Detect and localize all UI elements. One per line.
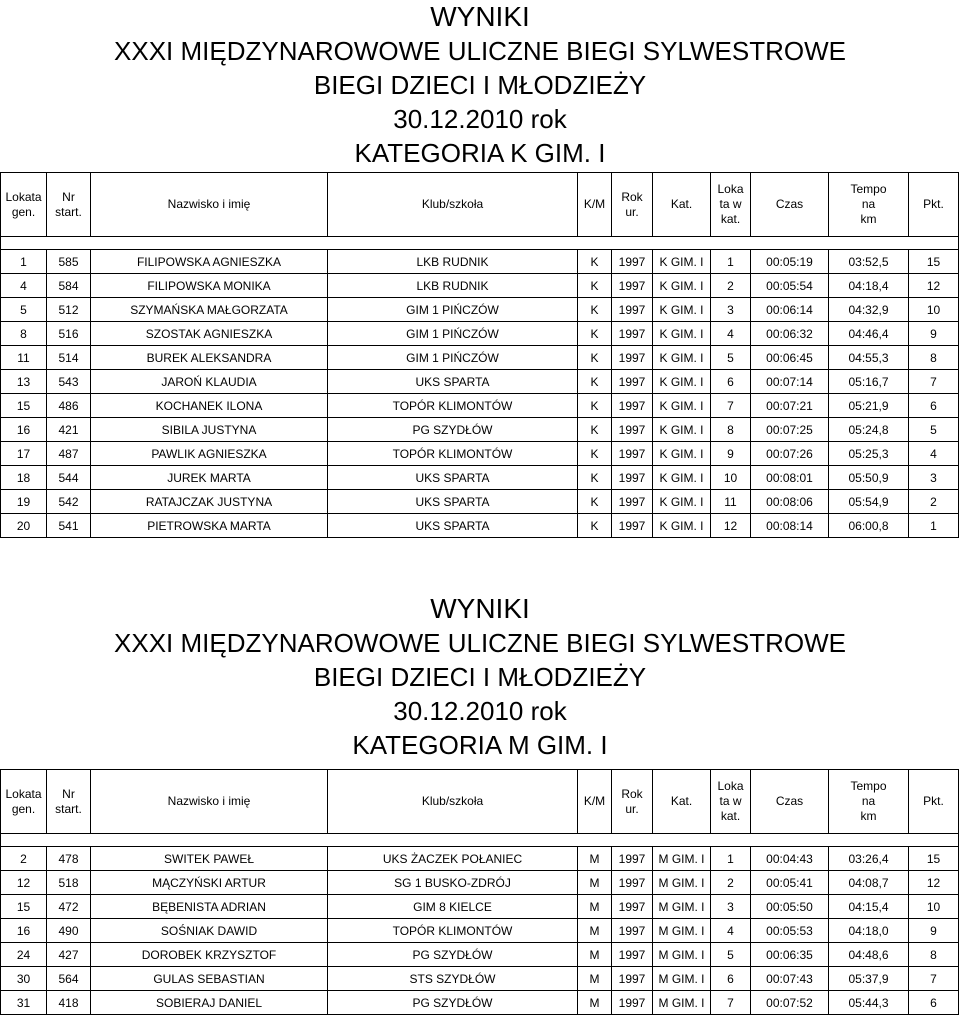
cell-kat: K GIM. I bbox=[653, 514, 711, 538]
cell-klub: UKS ŻACZEK POŁANIEC bbox=[328, 847, 578, 871]
cell-kat: K GIM. I bbox=[653, 394, 711, 418]
header-lokata-gen: Lokata gen. bbox=[1, 770, 47, 834]
cell-klub: TOPÓR KLIMONTÓW bbox=[328, 919, 578, 943]
cell-tempo: 04:15,4 bbox=[829, 895, 909, 919]
table-row bbox=[1, 943, 959, 967]
cell-tempo: 05:16,7 bbox=[829, 370, 909, 394]
header-tempo: Tempo na km bbox=[829, 770, 909, 834]
cell-tempo: 04:08,7 bbox=[829, 871, 909, 895]
cell-czas: 00:08:14 bbox=[751, 514, 829, 538]
spacer-row bbox=[1, 834, 959, 847]
cell-tempo: 04:32,9 bbox=[829, 298, 909, 322]
table-row bbox=[1, 418, 959, 442]
cell-nr-start: 585 bbox=[47, 250, 91, 274]
cell-pkt: 10 bbox=[909, 895, 959, 919]
cell-czas: 00:06:32 bbox=[751, 322, 829, 346]
cell-km: K bbox=[578, 322, 612, 346]
cell-pkt: 8 bbox=[909, 943, 959, 967]
table-row bbox=[1, 967, 959, 991]
cell-km: M bbox=[578, 967, 612, 991]
cell-nr-start: 427 bbox=[47, 943, 91, 967]
cell-nazwisko: PAWLIK AGNIESZKA bbox=[91, 442, 328, 466]
cell-rok: 1997 bbox=[612, 466, 653, 490]
cell-lokata-kat: 3 bbox=[711, 298, 751, 322]
cell-nazwisko: PIETROWSKA MARTA bbox=[91, 514, 328, 538]
cell-czas: 00:07:43 bbox=[751, 967, 829, 991]
heading-line: KATEGORIA K GIM. I bbox=[354, 138, 606, 168]
cell-lokata-kat: 5 bbox=[711, 346, 751, 370]
cell-pkt: 1 bbox=[909, 514, 959, 538]
cell-czas: 00:06:14 bbox=[751, 298, 829, 322]
cell-km: M bbox=[578, 847, 612, 871]
cell-kat: K GIM. I bbox=[653, 346, 711, 370]
header-lokata-kat: Loka ta w kat. bbox=[711, 770, 751, 834]
cell-km: K bbox=[578, 274, 612, 298]
cell-rok: 1997 bbox=[612, 514, 653, 538]
cell-lokata-gen: 19 bbox=[1, 490, 47, 514]
cell-klub: TOPÓR KLIMONTÓW bbox=[328, 394, 578, 418]
spacer-cell bbox=[1, 834, 959, 847]
cell-klub: TOPÓR KLIMONTÓW bbox=[328, 442, 578, 466]
header-nazwisko: Nazwisko i imię bbox=[91, 173, 328, 237]
cell-nazwisko: MĄCZYŃSKI ARTUR bbox=[91, 871, 328, 895]
cell-nr-start: 542 bbox=[47, 490, 91, 514]
cell-km: K bbox=[578, 370, 612, 394]
header-czas: Czas bbox=[751, 770, 829, 834]
cell-km: K bbox=[578, 466, 612, 490]
cell-tempo: 05:24,8 bbox=[829, 418, 909, 442]
cell-lokata-gen: 16 bbox=[1, 919, 47, 943]
cell-lokata-gen: 30 bbox=[1, 967, 47, 991]
cell-nr-start: 487 bbox=[47, 442, 91, 466]
cell-rok: 1997 bbox=[612, 442, 653, 466]
table-row bbox=[1, 274, 959, 298]
cell-kat: K GIM. I bbox=[653, 298, 711, 322]
cell-rok: 1997 bbox=[612, 991, 653, 1015]
table-row bbox=[1, 490, 959, 514]
cell-tempo: 05:21,9 bbox=[829, 394, 909, 418]
cell-lokata-gen: 12 bbox=[1, 871, 47, 895]
cell-nr-start: 490 bbox=[47, 919, 91, 943]
cell-tempo: 05:37,9 bbox=[829, 967, 909, 991]
cell-kat: K GIM. I bbox=[653, 442, 711, 466]
cell-km: K bbox=[578, 250, 612, 274]
cell-kat: K GIM. I bbox=[653, 466, 711, 490]
cell-kat: M GIM. I bbox=[653, 847, 711, 871]
cell-kat: K GIM. I bbox=[653, 418, 711, 442]
cell-rok: 1997 bbox=[612, 394, 653, 418]
cell-tempo: 03:52,5 bbox=[829, 250, 909, 274]
header-pkt: Pkt. bbox=[909, 770, 959, 834]
cell-kat: K GIM. I bbox=[653, 490, 711, 514]
cell-pkt: 12 bbox=[909, 274, 959, 298]
cell-lokata-gen: 24 bbox=[1, 943, 47, 967]
cell-km: M bbox=[578, 895, 612, 919]
heading-line: XXXI MIĘDZYNAROWOWE ULICZNE BIEGI SYLWESTROWE bbox=[114, 36, 846, 66]
cell-kat: M GIM. I bbox=[653, 919, 711, 943]
cell-nazwisko: SOBIERAJ DANIEL bbox=[91, 991, 328, 1015]
cell-czas: 00:06:35 bbox=[751, 943, 829, 967]
cell-nazwisko: FILIPOWSKA MONIKA bbox=[91, 274, 328, 298]
cell-czas: 00:06:45 bbox=[751, 346, 829, 370]
table-row bbox=[1, 847, 959, 871]
cell-rok: 1997 bbox=[612, 298, 653, 322]
table-row bbox=[1, 346, 959, 370]
table-row bbox=[1, 871, 959, 895]
header-kat: Kat. bbox=[653, 173, 711, 237]
cell-rok: 1997 bbox=[612, 943, 653, 967]
cell-km: K bbox=[578, 346, 612, 370]
cell-nazwisko: SZYMAŃSKA MAŁGORZATA bbox=[91, 298, 328, 322]
cell-klub: GIM 1 PIŃCZÓW bbox=[328, 322, 578, 346]
header-lokata-gen: Lokata gen. bbox=[1, 173, 47, 237]
cell-pkt: 12 bbox=[909, 871, 959, 895]
cell-tempo: 04:55,3 bbox=[829, 346, 909, 370]
cell-lokata-gen: 15 bbox=[1, 895, 47, 919]
cell-nr-start: 516 bbox=[47, 322, 91, 346]
cell-rok: 1997 bbox=[612, 346, 653, 370]
cell-czas: 00:04:43 bbox=[751, 847, 829, 871]
cell-lokata-gen: 20 bbox=[1, 514, 47, 538]
cell-lokata-gen: 4 bbox=[1, 274, 47, 298]
cell-rok: 1997 bbox=[612, 967, 653, 991]
table-row bbox=[1, 250, 959, 274]
table-row bbox=[1, 919, 959, 943]
cell-klub: UKS SPARTA bbox=[328, 370, 578, 394]
cell-lokata-kat: 3 bbox=[711, 895, 751, 919]
cell-nr-start: 518 bbox=[47, 871, 91, 895]
cell-tempo: 04:48,6 bbox=[829, 943, 909, 967]
cell-nr-start: 472 bbox=[47, 895, 91, 919]
cell-pkt: 5 bbox=[909, 418, 959, 442]
table-row bbox=[1, 298, 959, 322]
cell-nr-start: 584 bbox=[47, 274, 91, 298]
cell-lokata-kat: 9 bbox=[711, 442, 751, 466]
cell-pkt: 15 bbox=[909, 250, 959, 274]
cell-lokata-kat: 1 bbox=[711, 847, 751, 871]
header-pkt: Pkt. bbox=[909, 173, 959, 237]
cell-pkt: 6 bbox=[909, 394, 959, 418]
cell-nazwisko: GULAS SEBASTIAN bbox=[91, 967, 328, 991]
cell-pkt: 15 bbox=[909, 847, 959, 871]
cell-czas: 00:08:01 bbox=[751, 466, 829, 490]
cell-lokata-gen: 17 bbox=[1, 442, 47, 466]
cell-pkt: 6 bbox=[909, 991, 959, 1015]
cell-lokata-kat: 5 bbox=[711, 943, 751, 967]
cell-czas: 00:07:14 bbox=[751, 370, 829, 394]
cell-rok: 1997 bbox=[612, 250, 653, 274]
cell-kat: M GIM. I bbox=[653, 991, 711, 1015]
cell-czas: 00:07:25 bbox=[751, 418, 829, 442]
cell-nr-start: 421 bbox=[47, 418, 91, 442]
heading-line: 30.12.2010 rok bbox=[393, 696, 567, 726]
cell-klub: SG 1 BUSKO-ZDRÓJ bbox=[328, 871, 578, 895]
heading-line: BIEGI DZIECI I MŁODZIEŻY bbox=[313, 662, 647, 692]
cell-nr-start: 543 bbox=[47, 370, 91, 394]
cell-klub: PG SZYDŁÓW bbox=[328, 991, 578, 1015]
cell-lokata-kat: 7 bbox=[711, 394, 751, 418]
cell-nazwisko: BUREK ALEKSANDRA bbox=[91, 346, 328, 370]
cell-km: K bbox=[578, 490, 612, 514]
cell-nr-start: 514 bbox=[47, 346, 91, 370]
cell-nazwisko: JAROŃ KLAUDIA bbox=[91, 370, 328, 394]
header-nazwisko: Nazwisko i imię bbox=[91, 770, 328, 834]
cell-lokata-kat: 6 bbox=[711, 967, 751, 991]
cell-kat: K GIM. I bbox=[653, 370, 711, 394]
cell-czas: 00:05:41 bbox=[751, 871, 829, 895]
table-row bbox=[1, 514, 959, 538]
cell-pkt: 9 bbox=[909, 322, 959, 346]
header-nr-start: Nr start. bbox=[47, 173, 91, 237]
table-row bbox=[1, 370, 959, 394]
table-row bbox=[1, 394, 959, 418]
cell-rok: 1997 bbox=[612, 919, 653, 943]
cell-nazwisko: KOCHANEK ILONA bbox=[91, 394, 328, 418]
cell-kat: M GIM. I bbox=[653, 943, 711, 967]
cell-lokata-kat: 6 bbox=[711, 370, 751, 394]
cell-km: M bbox=[578, 919, 612, 943]
cell-klub: UKS SPARTA bbox=[328, 514, 578, 538]
cell-klub: UKS SPARTA bbox=[328, 466, 578, 490]
cell-rok: 1997 bbox=[612, 895, 653, 919]
cell-lokata-gen: 2 bbox=[1, 847, 47, 871]
cell-km: K bbox=[578, 394, 612, 418]
cell-km: K bbox=[578, 514, 612, 538]
cell-lokata-kat: 4 bbox=[711, 322, 751, 346]
header-km: K/M bbox=[578, 770, 612, 834]
cell-lokata-gen: 1 bbox=[1, 250, 47, 274]
cell-km: K bbox=[578, 442, 612, 466]
cell-czas: 00:05:50 bbox=[751, 895, 829, 919]
cell-km: M bbox=[578, 991, 612, 1015]
heading-line: WYNIKI bbox=[430, 1, 530, 32]
cell-klub: PG SZYDŁÓW bbox=[328, 943, 578, 967]
cell-klub: UKS SPARTA bbox=[328, 490, 578, 514]
cell-czas: 00:07:52 bbox=[751, 991, 829, 1015]
cell-rok: 1997 bbox=[612, 370, 653, 394]
cell-nr-start: 564 bbox=[47, 967, 91, 991]
cell-nazwisko: RATAJCZAK JUSTYNA bbox=[91, 490, 328, 514]
cell-czas: 00:07:21 bbox=[751, 394, 829, 418]
cell-lokata-gen: 11 bbox=[1, 346, 47, 370]
spacer-cell bbox=[1, 237, 959, 250]
cell-klub: GIM 1 PIŃCZÓW bbox=[328, 346, 578, 370]
cell-nr-start: 544 bbox=[47, 466, 91, 490]
cell-nazwisko: BĘBENISTA ADRIAN bbox=[91, 895, 328, 919]
cell-lokata-gen: 15 bbox=[1, 394, 47, 418]
cell-lokata-kat: 2 bbox=[711, 274, 751, 298]
cell-czas: 00:08:06 bbox=[751, 490, 829, 514]
cell-czas: 00:05:53 bbox=[751, 919, 829, 943]
cell-lokata-kat: 7 bbox=[711, 991, 751, 1015]
cell-pkt: 7 bbox=[909, 370, 959, 394]
cell-pkt: 7 bbox=[909, 967, 959, 991]
cell-klub: LKB RUDNIK bbox=[328, 250, 578, 274]
header-klub: Klub/szkoła bbox=[328, 173, 578, 237]
cell-lokata-kat: 4 bbox=[711, 919, 751, 943]
cell-klub: STS SZYDŁÓW bbox=[328, 967, 578, 991]
cell-lokata-gen: 16 bbox=[1, 418, 47, 442]
cell-tempo: 05:44,3 bbox=[829, 991, 909, 1015]
cell-kat: K GIM. I bbox=[653, 322, 711, 346]
table-header-row bbox=[1, 173, 959, 237]
cell-klub: GIM 1 PIŃCZÓW bbox=[328, 298, 578, 322]
cell-nazwisko: JUREK MARTA bbox=[91, 466, 328, 490]
cell-lokata-gen: 5 bbox=[1, 298, 47, 322]
table-header-row bbox=[1, 770, 959, 834]
cell-kat: K GIM. I bbox=[653, 274, 711, 298]
cell-rok: 1997 bbox=[612, 871, 653, 895]
cell-tempo: 05:25,3 bbox=[829, 442, 909, 466]
cell-km: K bbox=[578, 418, 612, 442]
cell-tempo: 04:18,0 bbox=[829, 919, 909, 943]
cell-tempo: 05:50,9 bbox=[829, 466, 909, 490]
table-row bbox=[1, 322, 959, 346]
cell-nr-start: 486 bbox=[47, 394, 91, 418]
cell-nazwisko: FILIPOWSKA AGNIESZKA bbox=[91, 250, 328, 274]
cell-kat: M GIM. I bbox=[653, 895, 711, 919]
cell-tempo: 04:18,4 bbox=[829, 274, 909, 298]
heading-line: XXXI MIĘDZYNAROWOWE ULICZNE BIEGI SYLWESTROWE bbox=[114, 628, 846, 658]
header-lokata-kat: Loka ta w kat. bbox=[711, 173, 751, 237]
header-nr-start: Nr start. bbox=[47, 770, 91, 834]
cell-lokata-gen: 13 bbox=[1, 370, 47, 394]
cell-klub: PG SZYDŁÓW bbox=[328, 418, 578, 442]
results-heading-m bbox=[0, 592, 960, 762]
header-tempo: Tempo na km bbox=[829, 173, 909, 237]
cell-km: M bbox=[578, 943, 612, 967]
cell-nazwisko: SOŚNIAK DAWID bbox=[91, 919, 328, 943]
spacer-row bbox=[1, 237, 959, 250]
cell-nazwisko: DOROBEK KRZYSZTOF bbox=[91, 943, 328, 967]
cell-tempo: 06:00,8 bbox=[829, 514, 909, 538]
results-heading-k bbox=[0, 0, 960, 170]
cell-nazwisko: SWITEK PAWEŁ bbox=[91, 847, 328, 871]
cell-lokata-kat: 1 bbox=[711, 250, 751, 274]
cell-nazwisko: SZOSTAK AGNIESZKA bbox=[91, 322, 328, 346]
cell-nazwisko: SIBILA JUSTYNA bbox=[91, 418, 328, 442]
cell-rok: 1997 bbox=[612, 322, 653, 346]
cell-km: M bbox=[578, 871, 612, 895]
cell-lokata-kat: 12 bbox=[711, 514, 751, 538]
heading-line: 30.12.2010 rok bbox=[393, 104, 567, 134]
cell-rok: 1997 bbox=[612, 418, 653, 442]
header-kat: Kat. bbox=[653, 770, 711, 834]
table-row bbox=[1, 442, 959, 466]
table-row bbox=[1, 895, 959, 919]
cell-lokata-gen: 8 bbox=[1, 322, 47, 346]
cell-kat: M GIM. I bbox=[653, 967, 711, 991]
cell-lokata-kat: 8 bbox=[711, 418, 751, 442]
table-row bbox=[1, 991, 959, 1015]
header-rok: Rok ur. bbox=[612, 173, 653, 237]
cell-rok: 1997 bbox=[612, 490, 653, 514]
cell-nr-start: 478 bbox=[47, 847, 91, 871]
cell-czas: 00:05:54 bbox=[751, 274, 829, 298]
header-rok: Rok ur. bbox=[612, 770, 653, 834]
cell-czas: 00:07:26 bbox=[751, 442, 829, 466]
cell-kat: K GIM. I bbox=[653, 250, 711, 274]
heading-line: BIEGI DZIECI I MŁODZIEŻY bbox=[313, 70, 647, 100]
cell-pkt: 9 bbox=[909, 919, 959, 943]
cell-nr-start: 512 bbox=[47, 298, 91, 322]
cell-pkt: 8 bbox=[909, 346, 959, 370]
cell-lokata-kat: 11 bbox=[711, 490, 751, 514]
results-table-k bbox=[0, 172, 959, 538]
header-klub: Klub/szkoła bbox=[328, 770, 578, 834]
cell-lokata-kat: 10 bbox=[711, 466, 751, 490]
cell-rok: 1997 bbox=[612, 274, 653, 298]
cell-tempo: 05:54,9 bbox=[829, 490, 909, 514]
heading-line: KATEGORIA M GIM. I bbox=[352, 730, 608, 760]
heading-line: WYNIKI bbox=[430, 593, 530, 624]
cell-klub: LKB RUDNIK bbox=[328, 274, 578, 298]
results-table-m bbox=[0, 769, 959, 1015]
cell-klub: GIM 8 KIELCE bbox=[328, 895, 578, 919]
cell-lokata-gen: 31 bbox=[1, 991, 47, 1015]
cell-tempo: 03:26,4 bbox=[829, 847, 909, 871]
cell-pkt: 4 bbox=[909, 442, 959, 466]
table-row bbox=[1, 466, 959, 490]
cell-pkt: 3 bbox=[909, 466, 959, 490]
cell-rok: 1997 bbox=[612, 847, 653, 871]
cell-km: K bbox=[578, 298, 612, 322]
cell-tempo: 04:46,4 bbox=[829, 322, 909, 346]
cell-nr-start: 541 bbox=[47, 514, 91, 538]
cell-pkt: 10 bbox=[909, 298, 959, 322]
cell-pkt: 2 bbox=[909, 490, 959, 514]
header-km: K/M bbox=[578, 173, 612, 237]
cell-lokata-gen: 18 bbox=[1, 466, 47, 490]
cell-nr-start: 418 bbox=[47, 991, 91, 1015]
cell-lokata-kat: 2 bbox=[711, 871, 751, 895]
header-czas: Czas bbox=[751, 173, 829, 237]
cell-czas: 00:05:19 bbox=[751, 250, 829, 274]
cell-kat: M GIM. I bbox=[653, 871, 711, 895]
